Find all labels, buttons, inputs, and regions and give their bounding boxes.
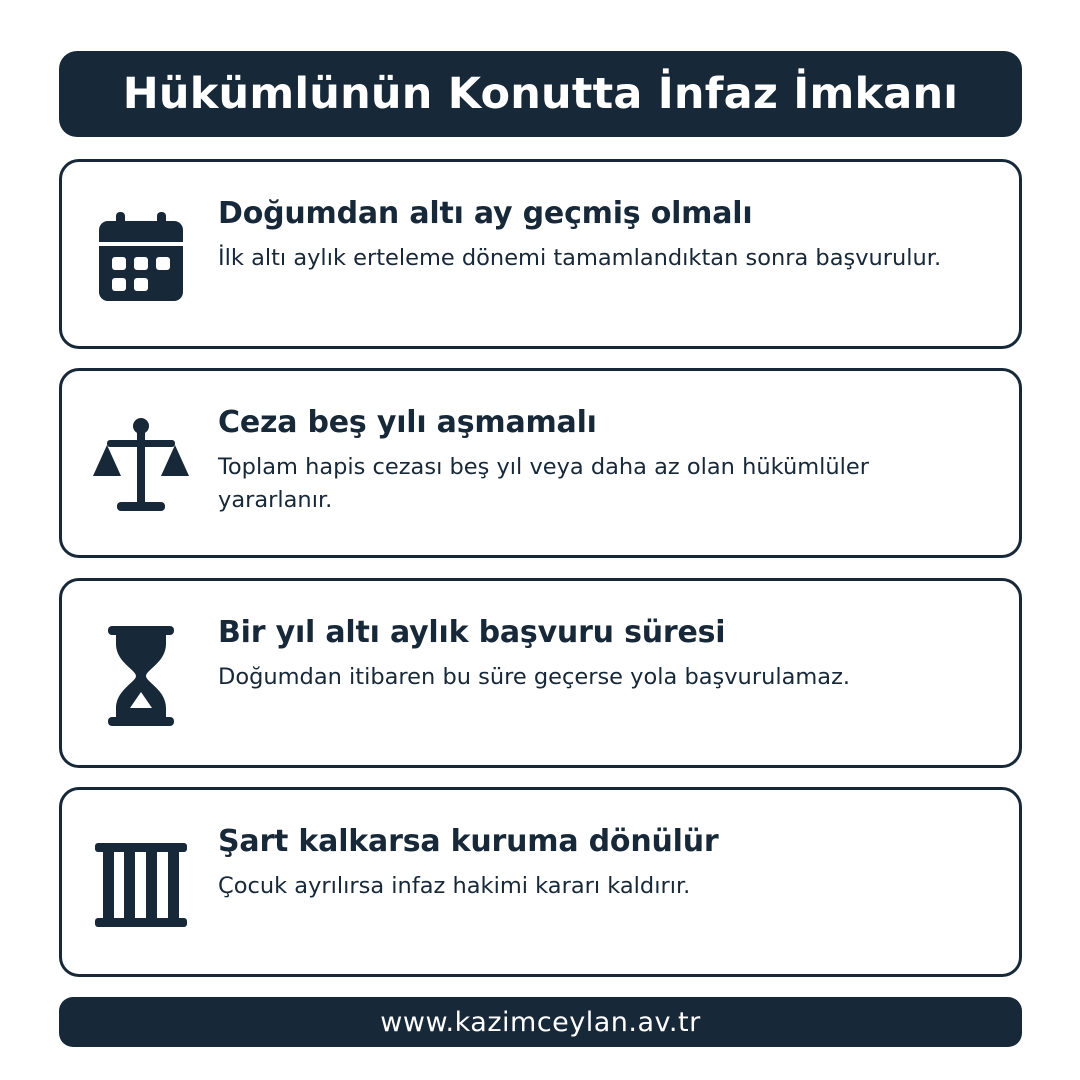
info-card-sentence <box>59 368 1022 558</box>
info-card-birth <box>59 159 1022 349</box>
card-description: Toplam hapis cezası beş yıl veya daha az olan hükümlüler yararlanır. <box>218 454 869 513</box>
calendar-icon <box>86 204 196 310</box>
info-card-return <box>59 787 1022 977</box>
card-description: Doğumdan itibaren bu süre geçerse yola başvurulamaz. <box>218 664 851 690</box>
prison-bars-icon <box>86 832 196 938</box>
hourglass-icon <box>86 623 196 729</box>
footer-banner <box>59 997 1022 1047</box>
card-heading: Şart kalkarsa kuruma dönülür <box>218 824 719 859</box>
page-title: Hükümlünün Konutta İnfaz İmkanı <box>122 69 959 119</box>
card-description: Çocuk ayrılırsa infaz hakimi kararı kaldırır. <box>218 873 691 899</box>
card-heading: Ceza beş yılı aşmamalı <box>218 405 597 440</box>
card-description: İlk altı aylık erteleme dönemi tamamlandıktan sonra başvurulur. <box>218 245 942 271</box>
website-url: www.kazimceylan.av.tr <box>380 1006 701 1038</box>
info-card-application-period <box>59 578 1022 768</box>
title-banner <box>59 51 1022 137</box>
card-heading: Bir yıl altı aylık başvuru süresi <box>218 615 726 650</box>
card-heading: Doğumdan altı ay geçmiş olmalı <box>218 196 753 231</box>
scales-icon <box>86 413 196 519</box>
